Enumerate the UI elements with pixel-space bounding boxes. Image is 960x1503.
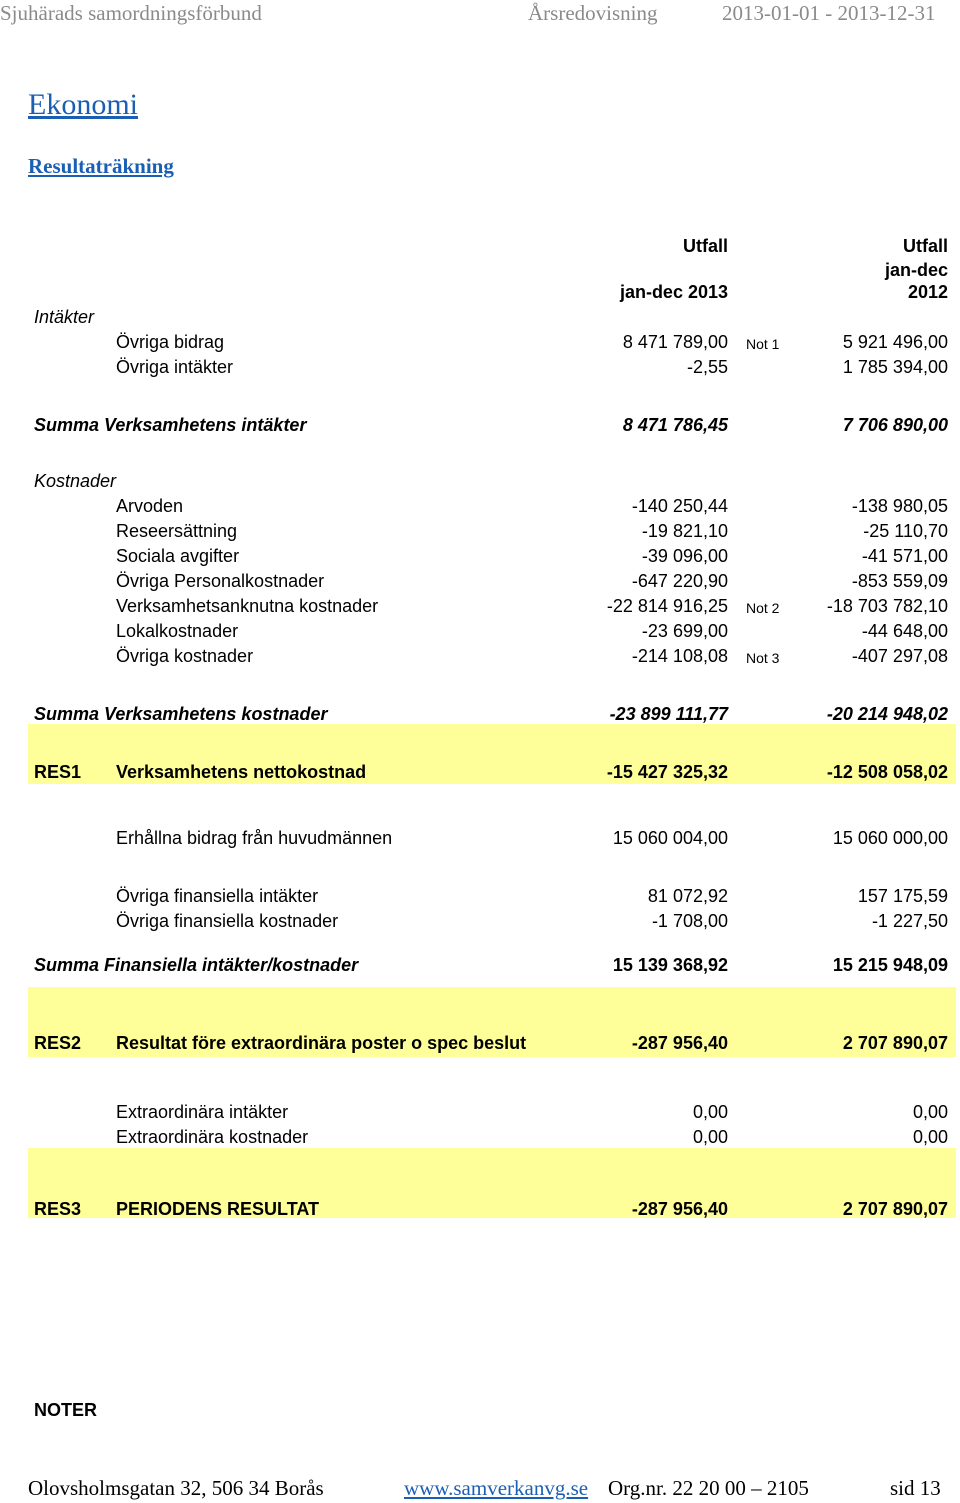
col-2012-header: Utfall	[903, 236, 948, 256]
column-header-row-1	[0, 234, 960, 260]
table-row: Extraordinära intäkter 0,00 0,00	[116, 1102, 948, 1122]
header-org: Sjuhärads samordningsförbund	[0, 1, 262, 25]
table-row: Arvoden -140 250,44 -138 980,05	[116, 496, 948, 516]
col-2012-year: 2012	[907, 282, 948, 302]
section-heading-income: Intäkter	[34, 307, 95, 327]
res3-row: RES3 PERIODENS RESULTAT -287 956,40 2 707 890,07	[34, 1199, 948, 1219]
column-header-row-3	[0, 280, 960, 306]
table-row: Övriga Personalkostnader -647 220,90 -853 559,09	[116, 571, 948, 591]
table-row: Övriga finansiella intäkter 81 072,92 157 175,59	[116, 886, 948, 906]
total-row-income: Summa Verksamhetens intäkter 8 471 786,45 7 706 890,00	[34, 415, 948, 435]
table-row: Reseersättning -19 821,10 -25 110,70	[116, 521, 948, 541]
res2-row: RES2 Resultat före extraordinära poster o spec beslut -287 956,40 2 707 890,07	[34, 1033, 948, 1053]
table-row: Lokalkostnader -23 699,00 -44 648,00	[116, 621, 948, 641]
col-2012-subheader: jan-dec	[884, 260, 948, 280]
total-row-financial: Summa Finansiella intäkter/kostnader 15 139 368,92 15 215 948,09	[34, 955, 948, 975]
header-doc-type: Årsredovisning	[528, 1, 658, 25]
footer-address: Olovsholmsgatan 32, 506 34 Borås	[28, 1476, 324, 1500]
note-ref: Not 3	[746, 650, 780, 666]
section-heading-costs: Kostnader	[34, 471, 117, 491]
section-subtitle: Resultaträkning	[28, 154, 174, 178]
table-row: Verksamhetsanknutna kostnader -22 814 916,25 Not 2 -18 703 782,10	[116, 596, 948, 616]
footer-page-number: sid 13	[890, 1476, 941, 1500]
note-ref: Not 2	[746, 600, 780, 616]
col-2013-header: Utfall	[683, 236, 728, 256]
page-title: Ekonomi	[28, 88, 138, 121]
table-row: Sociala avgifter -39 096,00 -41 571,00	[116, 546, 948, 566]
contribution-row: Erhållna bidrag från huvudmännen 15 060 004,00 15 060 000,00	[116, 828, 948, 848]
table-row: Övriga bidrag 8 471 789,00 Not 1 5 921 496,00	[116, 332, 948, 352]
table-row: Extraordinära kostnader 0,00 0,00	[116, 1127, 948, 1147]
notes-heading: NOTER	[34, 1400, 97, 1420]
table-row: Övriga finansiella kostnader -1 708,00 -1 227,50	[116, 911, 948, 931]
footer-website-link[interactable]: www.samverkanvg.se	[404, 1476, 589, 1500]
note-ref: Not 1	[746, 336, 780, 352]
col-2013-subheader: jan-dec 2013	[619, 282, 728, 302]
total-row-costs: Summa Verksamhetens kostnader -23 899 111,77 -20 214 948,02	[34, 704, 948, 724]
table-row: Övriga intäkter -2,55 1 785 394,00	[116, 357, 948, 377]
table-row: Övriga kostnader -214 108,08 Not 3 -407 297,08	[116, 646, 948, 666]
res1-row: RES1 Verksamhetens nettokostnad -15 427 325,32 -12 508 058,02	[34, 762, 948, 782]
header-period: 2013-01-01 - 2013-12-31	[722, 1, 936, 25]
footer-orgnr: Org.nr. 22 20 00 – 2105	[608, 1476, 809, 1500]
